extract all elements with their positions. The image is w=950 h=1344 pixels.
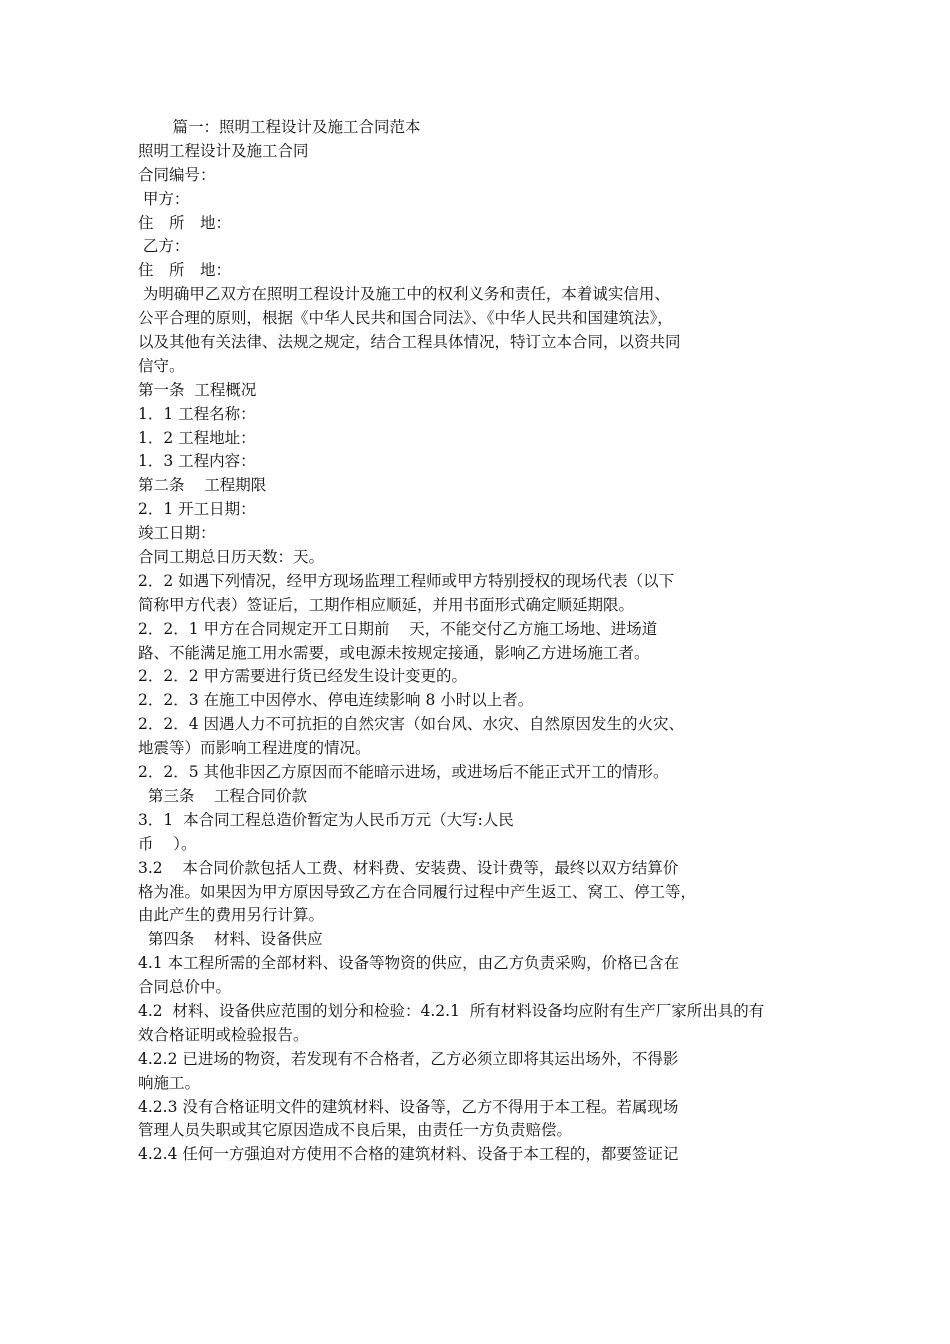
- clause-line: 2．2．4 因遇人力不可抗拒的自然灾害（如台风、水灾、自然原因发生的火灾、: [138, 715, 685, 734]
- article-4-heading: 第四条 材料、设备供应: [138, 930, 323, 949]
- clause-line: 竣工日期：: [138, 524, 216, 543]
- preamble-line: 公平合理的原则，根据《中华人民共和国合同法》、《中华人民共和国建筑法》，: [138, 309, 673, 328]
- party-a-address-label: 住 所 地：: [138, 213, 232, 232]
- clause-line: 4.1 本工程所需的全部材料、设备等物资的供应，由乙方负责采购，价格已含在: [138, 954, 680, 973]
- preamble-line: 以及其他有关法律、法规之规定，结合工程具体情况，特订立本合同，以资共同: [138, 333, 681, 352]
- clause-line: 合同总价中。: [138, 978, 232, 997]
- clause-line: 4.2.3 没有合格证明文件的建筑材料、设备等，乙方不得用于本工程。若属现场: [138, 1097, 679, 1116]
- clause-line: 4.2.2 已进场的物资，若发现有不合格者，乙方必须立即将其运出场外，不得影: [138, 1049, 679, 1068]
- clause-line: 币 ）。: [138, 834, 197, 853]
- clause-line: 4.2 材料、设备供应范围的划分和检验：4.2.1 所有材料设备均应附有生产厂家所出具的有: [138, 1001, 765, 1020]
- clause-line: 合同工期总日历天数：天。: [138, 548, 325, 567]
- clause-line: 2．2．5 其他非因乙方原因而不能暗示进场，或进场后不能正式开工的情形。: [138, 763, 669, 782]
- clause-line: 格为准。如果因为甲方原因导致乙方在合同履行过程中产生返工、窝工、停工等，: [138, 882, 697, 901]
- document-body: [138, 116, 828, 1167]
- clause-line: 简称甲方代表）签证后，工期作相应顺延，并用书面形式确定顺延期限。: [138, 595, 635, 614]
- article-2-heading: 第二条 工程期限: [138, 476, 267, 495]
- party-a-label: 甲方：: [138, 189, 190, 208]
- clause-line: 2．2．2 甲方需要进行货已经发生设计变更的。: [138, 667, 468, 686]
- clause-line: 2．1 开工日期：: [138, 500, 256, 519]
- clause-line: 3．1 本合同工程总造价暂定为人民币万元（大写:人民: [138, 810, 514, 829]
- clause-line: 管理人员失职或其它原因造成不良后果，由责任一方负责赔偿。: [138, 1121, 573, 1140]
- article-1-heading: 第一条 工程概况: [138, 380, 257, 399]
- party-b-label: 乙方：: [138, 237, 190, 256]
- clause-line: 效合格证明或检验报告。: [138, 1025, 309, 1044]
- clause-line: 2．2．1 甲方在合同规定开工日期前 天，不能交付乙方施工场地、进场道: [138, 619, 658, 638]
- clause-line: 4.2.4 任何一方强迫对方使用不合格的建筑材料、设备于本工程的，都要签证记: [138, 1145, 679, 1164]
- preamble-line: 信守。: [138, 356, 185, 375]
- clause-line: 路、不能满足施工用水需要，或电源未按规定接通，影响乙方进场施工者。: [138, 643, 650, 662]
- clause-line: 响施工。: [138, 1073, 201, 1092]
- clause-line: 1．3 工程内容：: [138, 452, 256, 471]
- party-b-address-label: 住 所 地：: [138, 261, 232, 280]
- clause-line: 1．2 工程地址：: [138, 428, 256, 447]
- clause-line: 3.2 本合同价款包括人工费、材料费、安装费、设计费等，最终以双方结算价: [138, 858, 679, 877]
- article-3-heading: 第三条 工程合同价款: [138, 786, 308, 805]
- clause-line: 地震等）而影响工程进度的情况。: [138, 739, 371, 758]
- contract-title: 照明工程设计及施工合同: [138, 141, 309, 160]
- preamble-line: 为明确甲乙双方在照明工程设计及施工中的权利义务和责任，本着诚实信用、: [138, 285, 670, 304]
- clause-line: 2．2．3 在施工中因停水、停电连续影响 8 小时以上者。: [138, 691, 534, 710]
- contract-number-label: 合同编号：: [138, 165, 216, 184]
- document-heading: 篇一：照明工程设计及施工合同范本: [138, 118, 421, 136]
- clause-line: 2．2 如遇下列情况，经甲方现场监理工程师或甲方特别授权的现场代表（以下: [138, 571, 675, 590]
- clause-line: 由此产生的费用另行计算。: [138, 906, 325, 925]
- clause-line: 1．1 工程名称：: [138, 404, 256, 423]
